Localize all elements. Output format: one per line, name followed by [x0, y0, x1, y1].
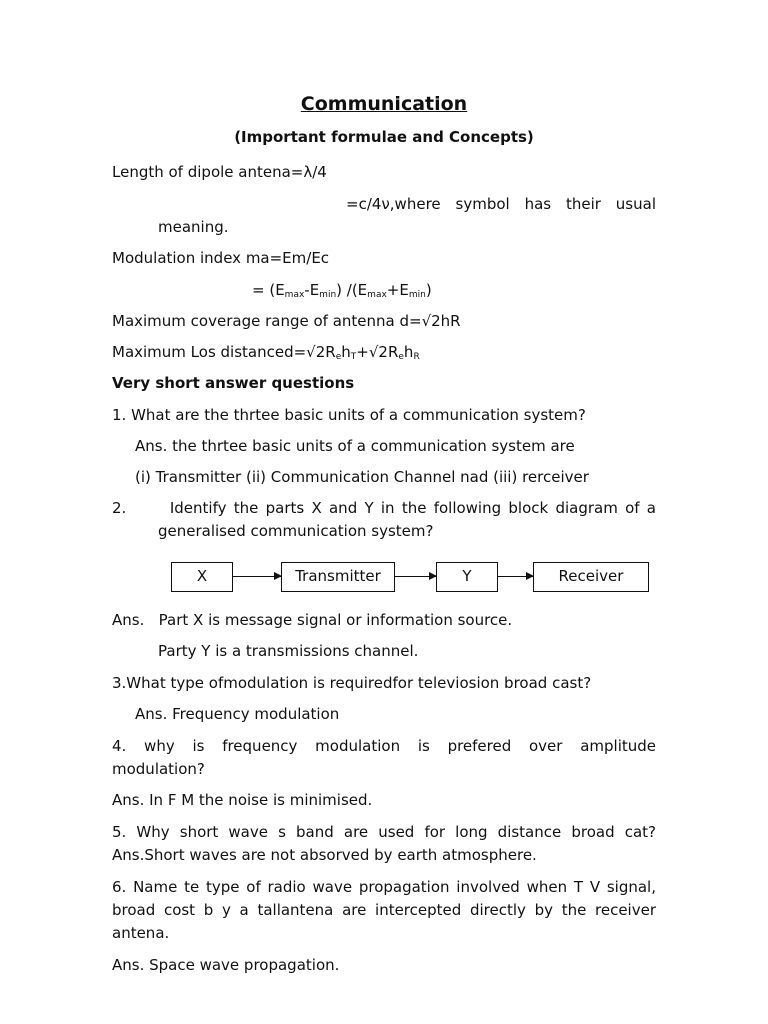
answer-2-line-2: Party Y is a transmissions channel. [158, 642, 419, 660]
formula-los: Maximum Los $distanced=√2R_eh_T+√2R_eh_R$ [112, 343, 420, 362]
formula-coverage: Maximum coverage range of antenna d=√2hR [112, 312, 461, 330]
question-4: 4. why is frequency modulation is prefered over amplitude modulation? [112, 737, 661, 778]
question-6: 6. Name te type of radio wave propagation involved when T V signal, broad cost b y a tallantena are intercepted directly by the receiver antena. [112, 878, 656, 942]
answer-4: Ans. In F M the noise is minimised. [112, 791, 373, 809]
answer-6: Ans. Space wave propagation. [112, 956, 340, 974]
arrow-icon [498, 576, 533, 577]
answer-1-line-2: (i) Transmitter (ii) Communication Channel nad (iii) rerceiver [135, 468, 589, 486]
formula-dipole-meaning: meaning. [158, 218, 229, 236]
arrow-icon [395, 576, 436, 577]
block-x: X [171, 562, 233, 592]
block-receiver: Receiver [533, 562, 649, 592]
answer-1-line-1: Ans. the thrtee basic units of a communication system are [135, 437, 575, 455]
question-5: 5. Why short wave s band are used for long distance broad cat? Ans.Short waves are not absorved by earth atmosphere. [112, 823, 656, 864]
block-y: Y [436, 562, 498, 592]
block-transmitter: Transmitter [281, 562, 395, 592]
question-3: 3.What type ofmodulation is requiredfor televiosion broad cast? [112, 674, 592, 692]
question-2-line-2: generalised communication system? [158, 522, 434, 540]
arrow-icon [233, 576, 281, 577]
question-1: 1. What are the thrtee basic units of a communication system? [112, 406, 586, 424]
formula-dipole-cont: =c/4ν,where symbol has their usual [346, 195, 656, 213]
formula-modulation-cont: = $(E_{max}-E_{min})$ $/(E_{max}+E_{min})$ [252, 281, 432, 300]
question-2-line-1: 2. Identify the parts X and Y in the following block diagram of a [112, 499, 656, 517]
page-title: Communication [300, 93, 468, 115]
formula-dipole: Length of dipole antena=λ/4 [112, 163, 327, 181]
page-subtitle: (Important formulae and Concepts) [234, 128, 534, 146]
formula-modulation-index: Modulation index ma=Em/Ec [112, 249, 330, 267]
answer-2-line-1: Ans. Part X is message signal or information source. [112, 611, 513, 629]
section-heading: Very short answer questions [112, 374, 355, 392]
answer-3: Ans. Frequency modulation [135, 705, 340, 723]
